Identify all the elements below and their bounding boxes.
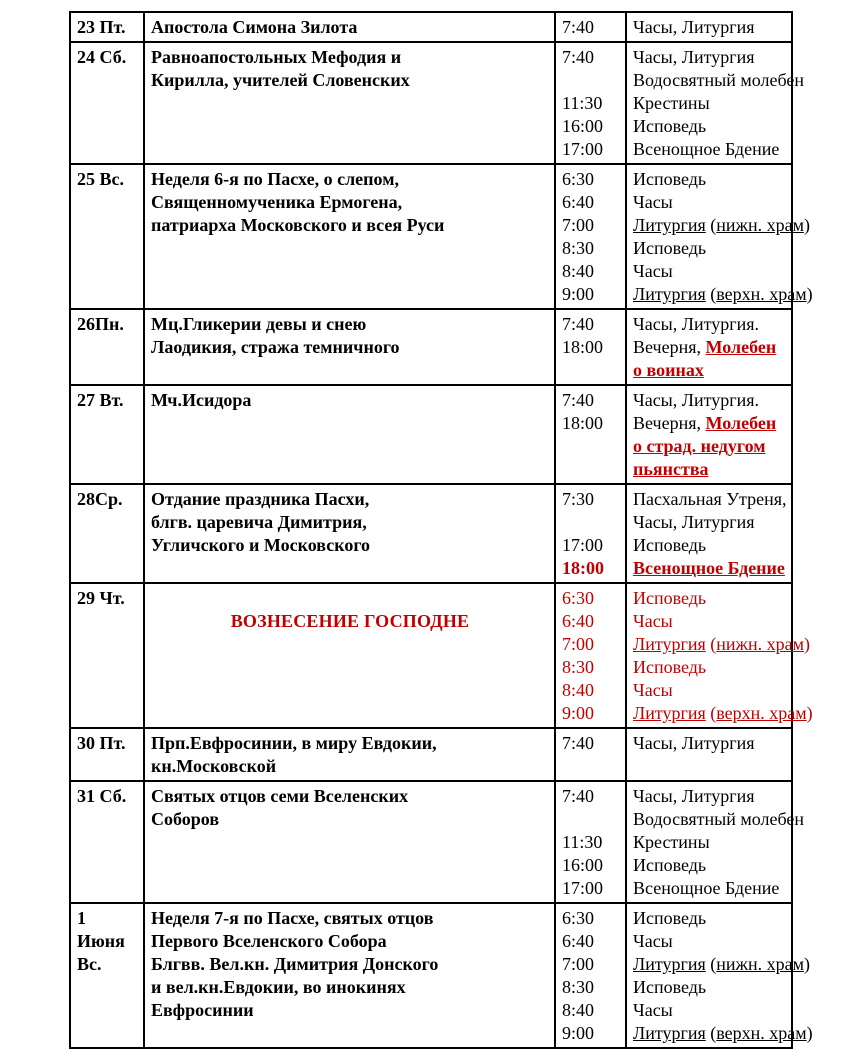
schedule-date: 29 Чт. xyxy=(70,583,144,728)
service-text: ( xyxy=(705,284,717,304)
schedule-date: 31 Сб. xyxy=(70,781,144,903)
service-time: 11:30 xyxy=(562,832,603,852)
schedule-services xyxy=(626,309,792,385)
schedule-commemoration xyxy=(144,385,555,484)
service-text: Исповедь xyxy=(633,238,707,258)
service-time: 7:00 xyxy=(562,215,595,235)
service-time: 7:40 xyxy=(562,390,595,410)
service-text: Исповедь xyxy=(633,908,707,928)
service-time: 7:40 xyxy=(562,786,595,806)
schedule-date: 26Пн. xyxy=(70,309,144,385)
schedule-times xyxy=(555,42,626,164)
service-entry xyxy=(633,930,786,953)
service-text: Всенощное Бдение xyxy=(633,139,780,159)
service-text: Часы, Литургия xyxy=(633,786,755,806)
service-text: Литургия xyxy=(633,703,706,723)
service-time: 7:40 xyxy=(562,17,595,37)
service-text: Часы xyxy=(633,611,673,631)
service-text: ) xyxy=(803,215,810,235)
service-text: Часы, Литургия xyxy=(633,512,755,532)
service-text: Водосвятный молебен xyxy=(633,809,805,829)
service-entry xyxy=(633,831,786,854)
service-text: ( xyxy=(705,215,717,235)
service-entry xyxy=(633,138,786,161)
commemoration-line: Соборов xyxy=(151,809,220,829)
service-time: 8:40 xyxy=(562,680,595,700)
service-text: Исповедь xyxy=(633,535,707,555)
service-text: Всенощное Бдение xyxy=(633,878,780,898)
commemoration-line: и вел.кн.Евдокии, во инокинях xyxy=(151,977,406,997)
service-text: Исповедь xyxy=(633,169,707,189)
schedule-commemoration xyxy=(144,309,555,385)
commemoration-line: Отдание праздника Пасхи, xyxy=(151,489,370,509)
service-text: Часы, Литургия xyxy=(633,17,755,37)
service-text: Часы, Литургия. xyxy=(633,314,760,334)
highlighted-service: Всенощное Бдение xyxy=(633,558,785,578)
service-time: 6:30 xyxy=(562,169,595,189)
schedule-commemoration xyxy=(144,781,555,903)
service-time xyxy=(562,511,620,534)
service-entry xyxy=(633,999,786,1022)
schedule-date: 28Ср. xyxy=(70,484,144,583)
service-time: 8:30 xyxy=(562,238,595,258)
service-entry xyxy=(633,412,786,481)
service-entry xyxy=(633,732,786,755)
service-time: 16:00 xyxy=(562,116,604,136)
commemoration-line: патриарха Московского и всея Руси xyxy=(151,215,445,235)
service-text: Часы xyxy=(633,192,673,212)
schedule-row xyxy=(70,583,792,728)
schedule-date: 30 Пт. xyxy=(70,728,144,781)
service-text: Литургия xyxy=(633,215,706,235)
service-entry xyxy=(633,260,786,283)
schedule-commemoration xyxy=(144,583,555,728)
service-time: 6:40 xyxy=(562,192,595,212)
service-text: верхн. храм xyxy=(716,1023,807,1043)
service-entry xyxy=(633,16,786,39)
service-schedule-table xyxy=(69,11,813,1049)
schedule-row xyxy=(70,903,792,1048)
service-entry xyxy=(633,1022,813,1045)
schedule-commemoration xyxy=(144,903,555,1048)
service-entry xyxy=(633,610,786,633)
service-text: Исповедь xyxy=(633,977,707,997)
schedule-row xyxy=(70,728,792,781)
service-entry xyxy=(633,656,786,679)
schedule-row xyxy=(70,309,792,385)
commemoration-line: Кирилла, учителей Словенских xyxy=(151,70,410,90)
service-time: 8:40 xyxy=(562,1000,595,1020)
service-text: Вечерня, xyxy=(633,413,706,433)
highlighted-service: Молебен о воинах xyxy=(633,337,777,380)
service-entry xyxy=(633,557,786,580)
commemoration-line: Прп.Евфросинии, в миру Евдокии, xyxy=(151,733,437,753)
service-entry xyxy=(633,389,786,412)
service-text: Часы, Литургия. xyxy=(633,390,760,410)
service-text: Водосвятный молебен xyxy=(633,70,805,90)
service-text: ( xyxy=(705,1023,717,1043)
service-entry xyxy=(633,976,786,999)
commemoration-line: Евфросинии xyxy=(151,1000,254,1020)
service-time: 7:30 xyxy=(562,489,595,509)
schedule-services xyxy=(626,42,805,164)
commemoration-line: Апостола Симона Зилота xyxy=(151,17,358,37)
schedule-times xyxy=(555,12,626,42)
schedule-times xyxy=(555,385,626,484)
schedule-commemoration xyxy=(144,42,555,164)
schedule-services xyxy=(626,903,813,1048)
service-time: 17:00 xyxy=(562,139,604,159)
schedule-body xyxy=(70,12,813,1048)
schedule-times xyxy=(555,309,626,385)
service-text: Часы xyxy=(633,1000,673,1020)
commemoration-line: блгв. царевича Димитрия, xyxy=(151,512,367,532)
service-text: Литургия xyxy=(633,954,706,974)
commemoration-line: Лаодикия, стража темничного xyxy=(151,337,400,357)
service-time: 17:00 xyxy=(562,878,604,898)
schedule-services xyxy=(626,12,792,42)
commemoration-line: Неделя 6-я по Пасхе, о слепом, xyxy=(151,169,399,189)
service-text: Литургия xyxy=(633,1023,706,1043)
service-time: 8:30 xyxy=(562,977,595,997)
service-text: нижн. храм xyxy=(716,215,804,235)
service-text: Исповедь xyxy=(633,588,707,608)
service-entry xyxy=(633,283,813,306)
service-entry xyxy=(633,785,786,808)
feast-title: ВОЗНЕСЕНИЕ ГОСПОДНЕ xyxy=(230,611,470,631)
service-entry xyxy=(633,336,786,382)
service-entry xyxy=(633,191,786,214)
service-time: 18:00 xyxy=(562,558,604,578)
service-entry xyxy=(633,46,786,69)
service-entry xyxy=(633,168,786,191)
schedule-services xyxy=(626,164,813,309)
service-entry xyxy=(633,907,786,930)
service-time: 18:00 xyxy=(562,413,604,433)
service-text: Вечерня, xyxy=(633,337,706,357)
service-entry xyxy=(633,633,810,656)
service-time xyxy=(562,808,620,831)
schedule-services xyxy=(626,728,792,781)
commemoration-line: кн.Московской xyxy=(151,756,277,776)
service-entry xyxy=(633,214,810,237)
service-text: ) xyxy=(806,703,813,723)
service-text: Пасхальная Утреня, xyxy=(633,489,787,509)
commemoration-line: Угличского и Московского xyxy=(151,535,371,555)
schedule-date: 27 Вт. xyxy=(70,385,144,484)
schedule-commemoration xyxy=(144,728,555,781)
service-text: ( xyxy=(705,954,717,974)
service-entry xyxy=(633,587,786,610)
service-time: 9:00 xyxy=(562,1023,595,1043)
service-time: 7:40 xyxy=(562,47,595,67)
commemoration-line: Мц.Гликерии девы и снею xyxy=(151,314,367,334)
service-time: 7:40 xyxy=(562,733,595,753)
schedule-times xyxy=(555,781,626,903)
service-time: 9:00 xyxy=(562,703,595,723)
service-text: Часы xyxy=(633,931,673,951)
commemoration-line: Святых отцов семи Вселенских xyxy=(151,786,409,806)
service-time: 17:00 xyxy=(562,535,604,555)
service-time: 9:00 xyxy=(562,284,595,304)
service-text: Литургия xyxy=(633,284,706,304)
service-text: нижн. храм xyxy=(716,954,804,974)
service-time: 8:40 xyxy=(562,261,595,281)
service-text: Литургия xyxy=(633,634,706,654)
service-time: 6:40 xyxy=(562,931,595,951)
service-entry xyxy=(633,488,786,511)
service-text: ) xyxy=(806,284,813,304)
service-entry xyxy=(633,313,786,336)
service-entry xyxy=(633,534,786,557)
schedule-row xyxy=(70,484,792,583)
schedule-times xyxy=(555,484,626,583)
service-entry xyxy=(633,511,786,534)
schedule-services xyxy=(626,385,792,484)
schedule-times xyxy=(555,583,626,728)
service-time: 6:30 xyxy=(562,588,595,608)
commemoration-line: Мч.Исидора xyxy=(151,390,252,410)
service-text: ) xyxy=(803,634,810,654)
service-text: нижн. храм xyxy=(716,634,804,654)
service-time: 16:00 xyxy=(562,855,604,875)
service-entry xyxy=(633,69,805,92)
service-text: Часы xyxy=(633,261,673,281)
service-text: Крестины xyxy=(633,93,710,113)
service-text: Исповедь xyxy=(633,116,707,136)
service-time: 7:00 xyxy=(562,634,595,654)
schedule-date: 24 Сб. xyxy=(70,42,144,164)
service-time xyxy=(562,69,620,92)
service-text: Исповедь xyxy=(633,657,707,677)
commemoration-line: Неделя 7-я по Пасхе, святых отцов xyxy=(151,908,434,928)
service-time: 18:00 xyxy=(562,337,604,357)
schedule-date: 1 Июня Вс. xyxy=(70,903,144,1048)
service-text: Исповедь xyxy=(633,855,707,875)
commemoration-line: Священномученика Ермогена, xyxy=(151,192,403,212)
service-text: ( xyxy=(705,703,717,723)
service-entry xyxy=(633,92,786,115)
schedule-row xyxy=(70,164,792,309)
service-entry xyxy=(633,877,786,900)
service-time: 8:30 xyxy=(562,657,595,677)
service-text: Часы xyxy=(633,680,673,700)
service-time: 6:30 xyxy=(562,908,595,928)
schedule-row xyxy=(70,42,792,164)
schedule-services xyxy=(626,484,792,583)
service-entry xyxy=(633,854,786,877)
schedule-services xyxy=(626,583,813,728)
schedule-date: 23 Пт. xyxy=(70,12,144,42)
service-text: верхн. храм xyxy=(716,703,807,723)
service-text: верхн. храм xyxy=(716,284,807,304)
service-time: 7:40 xyxy=(562,314,595,334)
service-text: Часы, Литургия xyxy=(633,47,755,67)
schedule-times xyxy=(555,164,626,309)
service-text: ) xyxy=(803,954,810,974)
schedule-times xyxy=(555,903,626,1048)
schedule-commemoration xyxy=(144,164,555,309)
service-time: 7:00 xyxy=(562,954,595,974)
schedule-row xyxy=(70,12,792,42)
service-entry xyxy=(633,808,805,831)
schedule-row xyxy=(70,781,792,903)
schedule-date: 25 Вс. xyxy=(70,164,144,309)
schedule-commemoration xyxy=(144,484,555,583)
service-entry xyxy=(633,115,786,138)
schedule-services xyxy=(626,781,805,903)
service-entry xyxy=(633,679,786,702)
highlighted-service: Молебен о страд. недугом пьянства xyxy=(633,413,777,479)
service-time: 11:30 xyxy=(562,93,603,113)
service-time: 6:40 xyxy=(562,611,595,631)
commemoration-line: Первого Вселенского Собора xyxy=(151,931,387,951)
schedule-times xyxy=(555,728,626,781)
service-text: ) xyxy=(806,1023,813,1043)
service-entry xyxy=(633,702,813,725)
commemoration-line: Блгвв. Вел.кн. Димитрия Донского xyxy=(151,954,439,974)
service-text: ( xyxy=(705,634,717,654)
service-entry xyxy=(633,237,786,260)
schedule-commemoration xyxy=(144,12,555,42)
service-text: Часы, Литургия xyxy=(633,733,755,753)
commemoration-line: Равноапостольных Мефодия и xyxy=(151,47,402,67)
service-text: Крестины xyxy=(633,832,710,852)
schedule-row xyxy=(70,385,792,484)
service-entry xyxy=(633,953,810,976)
